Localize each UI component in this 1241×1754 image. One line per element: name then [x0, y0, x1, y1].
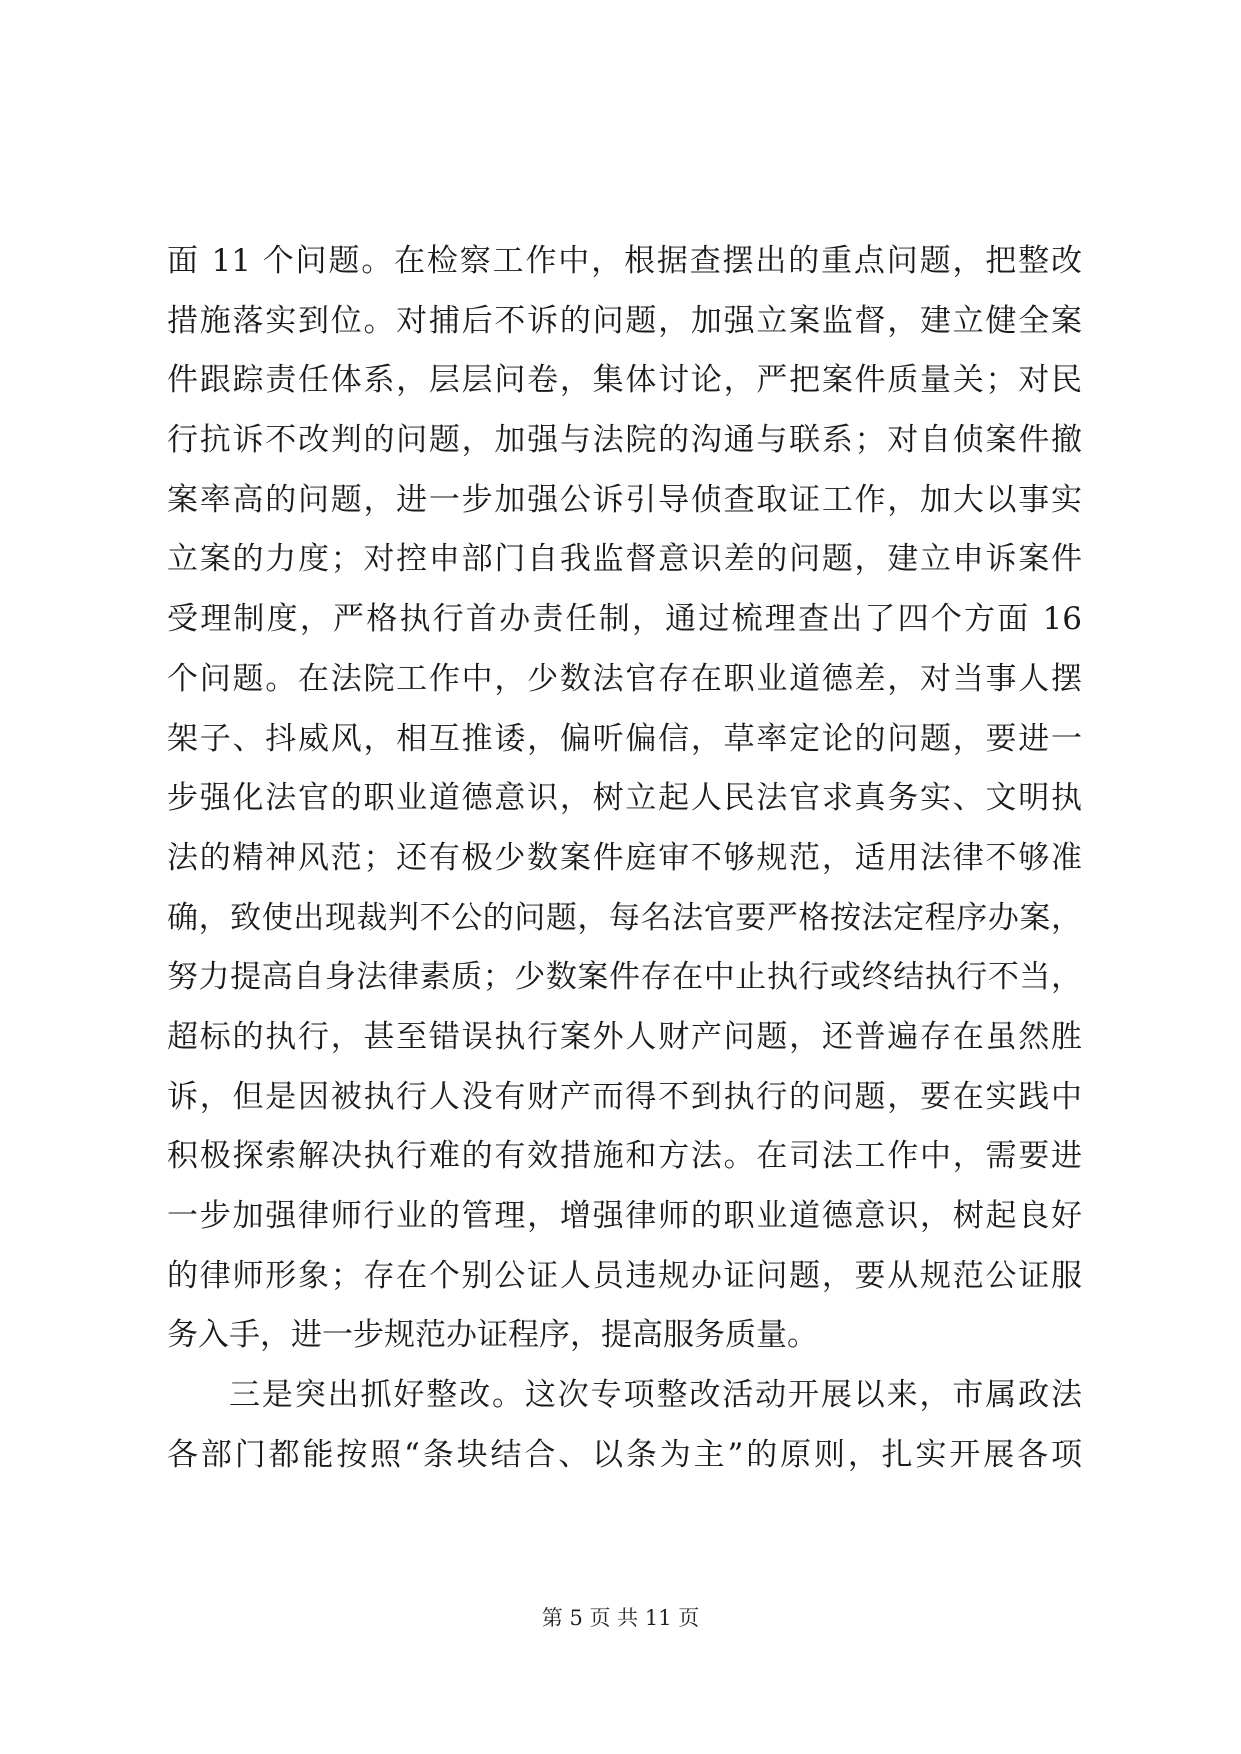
text-line: 件跟踪责任体系，层层问卷，集体讨论，严把案件质量关；对民: [167, 362, 1082, 399]
text-line: 个问题。在法院工作中，少数法官存在职业道德差，对当事人摆: [167, 660, 1082, 697]
text-line: 受理制度，严格执行首办责任制，通过梳理查出了四个方面 16: [167, 601, 1082, 638]
text-line: 步强化法官的职业道德意识，树立起人民法官求真务实、文明执: [167, 780, 1082, 817]
text-line: 积极探索解决执行难的有效措施和方法。在司法工作中，需要进: [167, 1138, 1082, 1175]
text-line: 法的精神风范；还有极少数案件庭审不够规范，适用法律不够准: [167, 839, 1082, 876]
text-line: 立案的力度；对控申部门自我监督意识差的问题，建立申诉案件: [167, 541, 1082, 578]
paragraph-start-line: 三是突出抓好整改。这次专项整改活动开展以来，市属政法: [229, 1377, 1082, 1414]
text-line: 诉，但是因被执行人没有财产而得不到执行的问题，要在实践中: [167, 1078, 1082, 1115]
body-text: [167, 232, 1082, 1485]
text-line: 行抗诉不改判的问题，加强与法院的沟通与联系；对自侦案件撤: [167, 422, 1082, 459]
text-line: 架子、抖威风，相互推诿，偏听偏信，草率定论的问题，要进一: [167, 720, 1082, 757]
text-line: 各部门都能按照“条块结合、以条为主”的原则，扎实开展各项: [167, 1436, 1082, 1473]
text-line: 超标的执行，甚至错误执行案外人财产问题，还普遍存在虽然胜: [167, 1018, 1082, 1055]
text-line: 措施落实到位。对捕后不诉的问题，加强立案监督，建立健全案: [167, 302, 1082, 339]
text-line: 努力提高自身法律素质；少数案件存在中止执行或终结执行不当，: [167, 959, 1082, 996]
text-line: 一步加强律师行业的管理，增强律师的职业道德意识，树起良好: [167, 1198, 1082, 1234]
page-number-footer: 第 5 页 共 11 页: [541, 1606, 700, 1630]
text-line: 的律师形象；存在个别公证人员违规办证问题，要从规范公证服: [167, 1257, 1082, 1294]
paragraph-end-line: 务入手，进一步规范办证程序，提高服务质量。: [167, 1317, 818, 1354]
text-line: 确，致使出现裁判不公的问题，每名法官要严格按法定程序办案，: [167, 899, 1082, 936]
text-line: 面 11 个问题。在检察工作中，根据查摆出的重点问题，把整改: [167, 243, 1082, 279]
text-line: 案率高的问题，进一步加强公诉引导侦查取证工作，加大以事实: [167, 481, 1082, 518]
